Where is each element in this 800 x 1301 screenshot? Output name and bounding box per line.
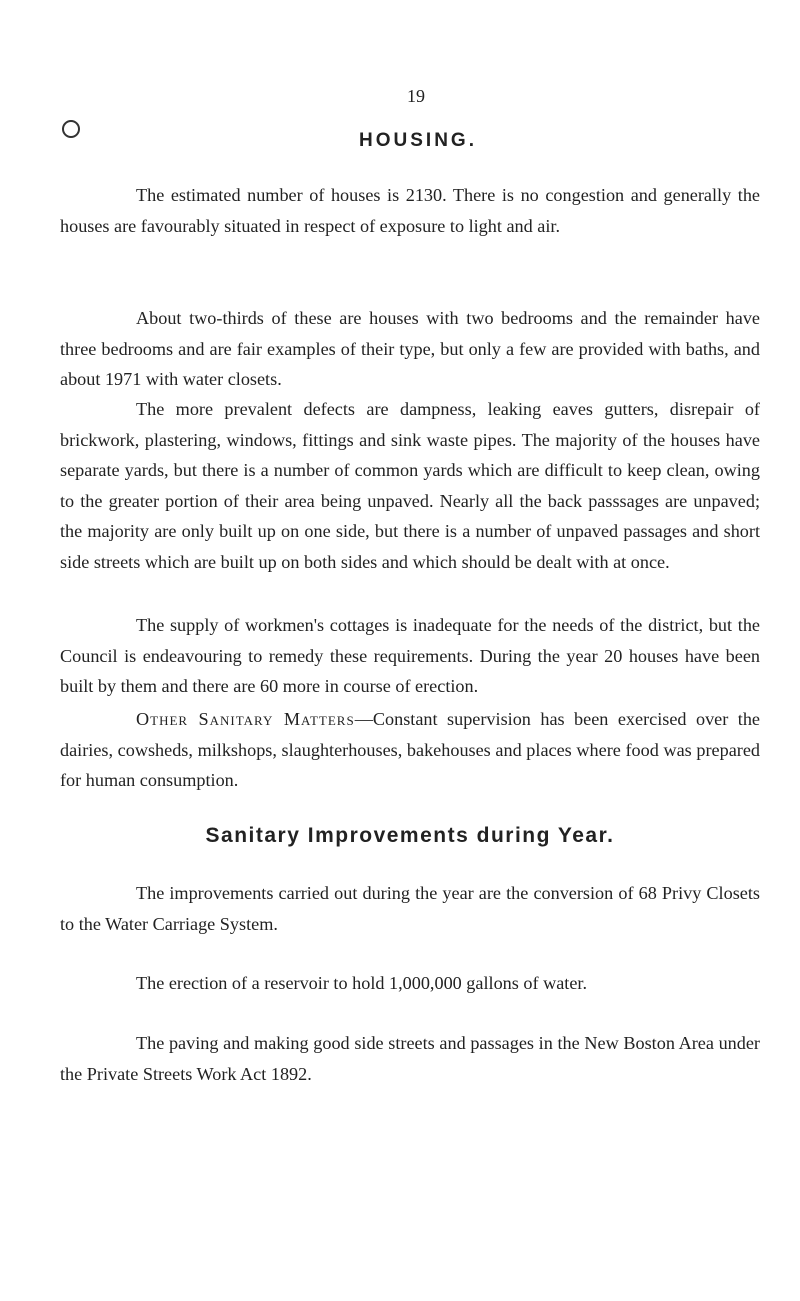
paragraph-housing-count: The estimated number of houses is 2130. There is no congestion and generally the houses are favourably situated in respect of exposure to light and air. <box>60 185 760 236</box>
paragraph-lead-in: Other Sanitary Matters <box>136 709 355 729</box>
page-number: 19 <box>407 86 425 106</box>
paragraph-body: —Constant supervision has been exercised over the dairies, cowsheds, milkshops, slaughterhouses, bakehouses and places where food was prepared for human consumption. <box>60 709 760 790</box>
paragraph-workmens-cottages: The supply of workmen's cottages is inadequate for the needs of the district, but the Council is endeavouring to remedy these requirements. During the year 20 houses have been built by them and there are 60 more in course of erection. <box>60 615 760 696</box>
paragraph-privy-conversion: The improvements carried out during the year are the conversion of 68 Privy Closets to the Water Carriage System. <box>60 883 760 934</box>
section-heading-sanitary-improvements: Sanitary Improvements during Year. <box>205 824 615 847</box>
paragraph-defects: The more prevalent defects are dampness, leaking eaves gutters, disrepair of brickwork, plastering, windows, fittings and sink waste pipes. The majority of the houses have separate yards, but there is a number of common yards which are difficult to keep clean, owing to the greater portion of their area being unpaved. Nearly all the back passsages are unpaved; the majority are only built up on one side, but there is a number of unpaved passages and short side streets which are built up on both sides and which should be dealt with at once. <box>60 399 760 572</box>
section-heading-housing: HOUSING. <box>359 130 477 151</box>
paragraph-street-paving: The paving and making good side streets and passages in the New Boston Area under the Private Streets Work Act 1892. <box>60 1033 760 1084</box>
paragraph-bedrooms: About two-thirds of these are houses with two bedrooms and the remainder have three bedrooms and are fair examples of their type, but only a few are provided with baths, and about 1971 with water closets. <box>60 308 760 389</box>
paragraph-reservoir: The erection of a reservoir to hold 1,000,000 gallons of water. <box>136 973 588 993</box>
paragraph-other-sanitary-matters <box>60 704 760 796</box>
